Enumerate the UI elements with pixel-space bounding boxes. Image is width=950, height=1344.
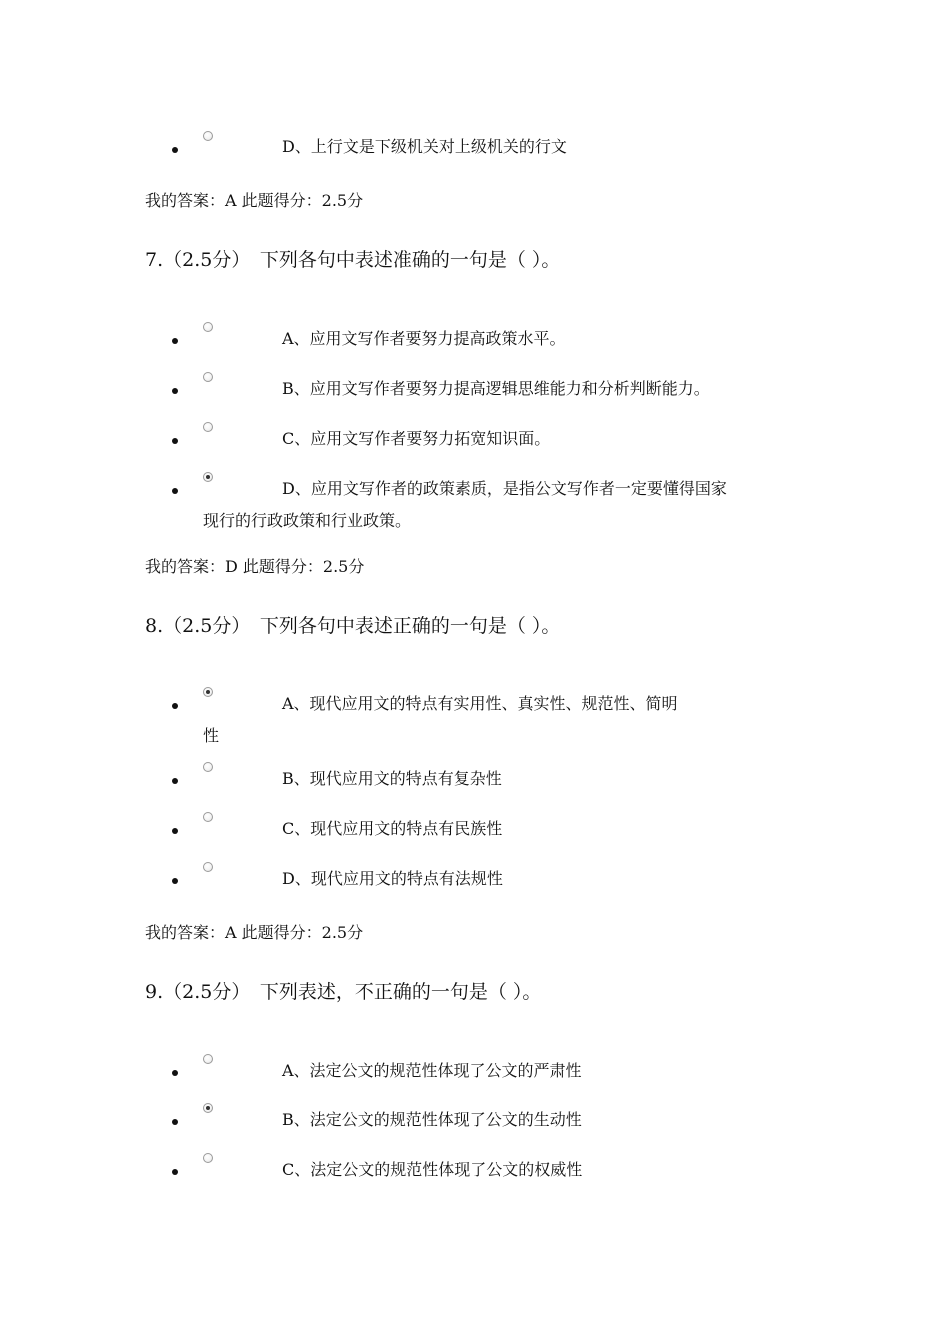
- option-row[interactable]: [0, 860, 950, 890]
- option-label: C、应用文写作者要努力拓宽知识面。: [282, 429, 551, 448]
- bullet-icon: [172, 1169, 178, 1175]
- radio-button-icon[interactable]: [203, 322, 213, 332]
- my-answer-score: 我的答案：A 此题得分：2.5分: [145, 191, 364, 210]
- my-answer-score: 我的答案：D 此题得分：2.5分: [145, 557, 365, 576]
- question-title: 8.（2.5分） 下列各句中表述正确的一句是（ ）。: [145, 615, 561, 637]
- bullet-icon: [172, 878, 178, 884]
- option-row[interactable]: [0, 760, 950, 790]
- option-label-continuation: 现行的行政政策和行业政策。: [203, 511, 412, 530]
- option-label: A、法定公文的规范性体现了公文的严肃性: [282, 1061, 582, 1080]
- radio-button-checked-icon[interactable]: [203, 687, 213, 697]
- option-row[interactable]: [0, 470, 950, 530]
- option-label: B、应用文写作者要努力提高逻辑思维能力和分析判断能力。: [282, 379, 710, 398]
- option-label: A、应用文写作者要努力提高政策水平。: [282, 329, 566, 348]
- option-row[interactable]: [0, 810, 950, 840]
- bullet-icon: [172, 388, 178, 394]
- option-row[interactable]: [0, 1101, 950, 1131]
- bullet-icon: [172, 828, 178, 834]
- option-row[interactable]: [0, 685, 950, 745]
- radio-button-checked-icon[interactable]: [203, 1103, 213, 1113]
- radio-button-icon[interactable]: [203, 862, 213, 872]
- option-row[interactable]: [0, 128, 950, 158]
- option-row[interactable]: [0, 320, 950, 350]
- option-row[interactable]: [0, 1151, 950, 1181]
- radio-button-checked-icon[interactable]: [203, 472, 213, 482]
- option-label: D、应用文写作者的政策素质，是指公文写作者一定要懂得国家: [282, 479, 727, 498]
- radio-button-icon[interactable]: [203, 1153, 213, 1163]
- option-label: B、法定公文的规范性体现了公文的生动性: [282, 1110, 582, 1129]
- radio-button-icon[interactable]: [203, 1054, 213, 1064]
- option-row[interactable]: [0, 1052, 950, 1082]
- option-label: D、上行文是下级机关对上级机关的行文: [282, 137, 567, 156]
- question-title: 7.（2.5分） 下列各句中表述准确的一句是（ ）。: [145, 249, 561, 271]
- bullet-icon: [172, 338, 178, 344]
- option-label: C、法定公文的规范性体现了公文的权威性: [282, 1160, 583, 1179]
- option-label: B、现代应用文的特点有复杂性: [282, 769, 502, 788]
- option-label: A、现代应用文的特点有实用性、真实性、规范性、简明: [282, 694, 678, 713]
- bullet-icon: [172, 1119, 178, 1125]
- radio-button-icon[interactable]: [203, 422, 213, 432]
- option-row[interactable]: [0, 370, 950, 400]
- option-row[interactable]: [0, 420, 950, 450]
- radio-button-icon[interactable]: [203, 131, 213, 141]
- radio-button-icon[interactable]: [203, 762, 213, 772]
- bullet-icon: [172, 438, 178, 444]
- bullet-icon: [172, 488, 178, 494]
- bullet-icon: [172, 147, 178, 153]
- my-answer-score: 我的答案：A 此题得分：2.5分: [145, 923, 364, 942]
- bullet-icon: [172, 1070, 178, 1076]
- option-label-continuation: 性: [203, 726, 220, 745]
- bullet-icon: [172, 703, 178, 709]
- option-label: C、现代应用文的特点有民族性: [282, 819, 503, 838]
- radio-button-icon[interactable]: [203, 812, 213, 822]
- question-title: 9.（2.5分） 下列表述，不正确的一句是（ ）。: [145, 981, 542, 1003]
- bullet-icon: [172, 778, 178, 784]
- radio-button-icon[interactable]: [203, 372, 213, 382]
- option-label: D、现代应用文的特点有法规性: [282, 869, 503, 888]
